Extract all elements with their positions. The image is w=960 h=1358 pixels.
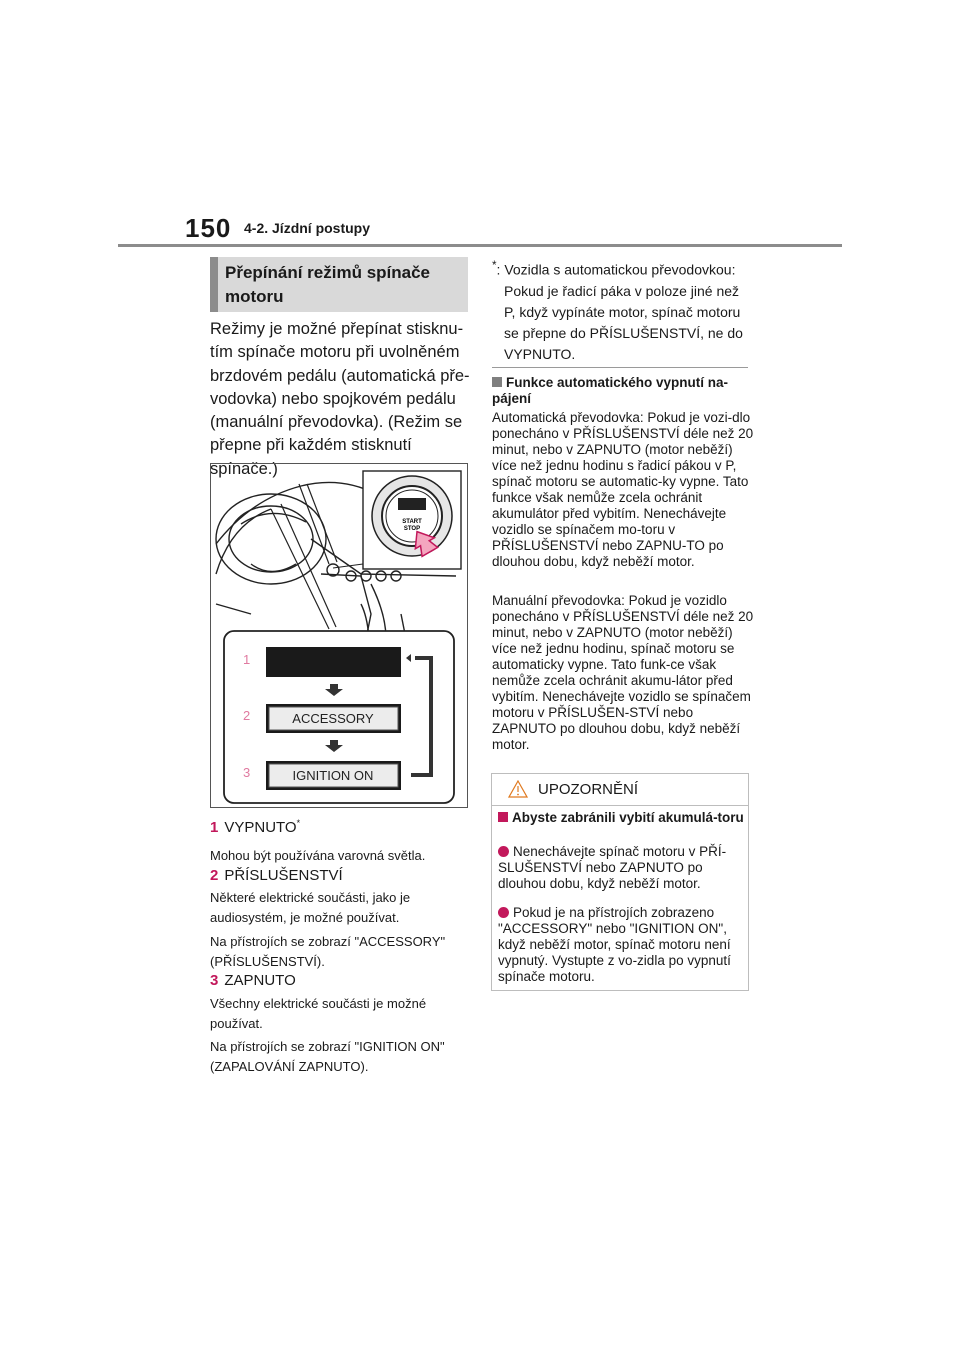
- warning-box: [491, 773, 749, 991]
- square-bullet-icon: [498, 812, 508, 822]
- auto-off-heading: Funkce automatického vypnutí na-pájení: [492, 375, 729, 406]
- dashboard-drawing: [211, 464, 467, 807]
- page-number: 150: [185, 213, 232, 243]
- item-3-title: ZAPNUTO: [224, 972, 296, 989]
- square-bullet-icon: [492, 377, 502, 387]
- item-1-heading: 1 VYPNUTO*: [210, 818, 301, 836]
- step-1-display: [266, 647, 401, 677]
- step-3-label: IGNITION ON: [292, 768, 374, 783]
- item-2-heading: 2 PŘÍSLUŠENSTVÍ: [210, 867, 343, 884]
- footnote-mark: *: [296, 818, 301, 828]
- step-3-number: 3: [243, 765, 251, 780]
- item-2-note-1: Některé elektrické součásti, jako je audiosystém, je možné používat.: [210, 890, 411, 925]
- auto-off-paragraph-2: Manuální převodovka: Pokud je vozidlo ponecháno v PŘÍSLUŠENSTVÍ déle než 20 minut, nebo v ZAPNUTO (motor neběží) více než jednu hodinu, spínač motoru se automaticky vypne. Tato funk-ce však nemůže zcela ochránit akumu-látor před vybitím. Nenechávejte vozidlo se spínačem motoru v PŘÍSLUŠEN-STVÍ nebo ZAPNUTO po dlouhou dobu, když neběží motor.: [492, 593, 754, 752]
- item-2-title: PŘÍSLUŠENSTVÍ: [224, 867, 343, 884]
- item-1-note: Mohou být používána varovná světla.: [210, 848, 426, 863]
- item-3-heading: 3 ZAPNUTO: [210, 972, 296, 989]
- warning-header: [492, 774, 748, 804]
- separator: [492, 367, 748, 368]
- step-2-number: 2: [243, 708, 251, 723]
- auto-off-paragraph-1: Automatická převodovka: Pokud je vozi-dlo ponecháno v PŘÍSLUŠENSTVÍ déle než 20 minut, nebo v ZAPNUTO (motor neběží) více než jednu hodinu s řadicí pákou v P, spínač motoru se automatic-ky vypne. Tato funkce však nemůže zcela ochránit akumulátor před vybitím. Nenechávejte vozidlo se spínačem mo-toru v PŘÍSLUŠENSTVÍ nebo ZAPNU-TO po dlouhou dobu, když neběží motor.: [492, 410, 754, 569]
- section-intro: Režimy je možné přepínat stisknu-tím spínače motoru při uvolněném brzdovém pedálu (automatická pře-vodovka) nebo spojkovém pedálu (manuální převodovka). (Režim se přepne při každém stisknutí spínače.): [210, 320, 470, 478]
- button-label-start: START: [402, 519, 422, 525]
- warning-subtitle: Abyste zabránili vybití akumulá-toru: [498, 810, 744, 826]
- step-2-label: ACCESSORY: [292, 711, 374, 726]
- item-3-note-1: Všechny elektrické součásti je možné používat.: [210, 996, 427, 1031]
- step-1-number: 1: [243, 652, 251, 667]
- chapter-title: 4-2. Jízdní postupy: [244, 220, 371, 236]
- warning-bullet-1: Nenechávejte spínač motoru v PŘÍ-SLUŠENSTVÍ nebo ZAPNUTO po dlouhou dobu, když neběží motor.: [498, 844, 727, 891]
- header-rule: [118, 244, 842, 247]
- item-2-note-2: Na přístrojích se zobrazí "ACCESSORY" (PŘÍSLUŠENSTVÍ).: [210, 934, 446, 969]
- item-3-note-2: Na přístrojích se zobrazí "IGNITION ON" (ZAPALOVÁNÍ ZAPNUTO).: [210, 1039, 445, 1074]
- round-bullet-icon: [498, 846, 509, 857]
- round-bullet-icon: [498, 907, 509, 918]
- warning-title: UPOZORNĚNÍ: [538, 781, 639, 798]
- warning-rule: [492, 805, 748, 806]
- warning-triangle-icon: [508, 780, 528, 798]
- footnote: *: Vozidla s automatickou převodovkou: Pokud je řadicí páka v poloze jiné než P, když vypínáte motor, spínač motoru se přepne do PŘÍSLUŠENSTVÍ, ne do VYPNUTO.: [492, 255, 754, 365]
- button-label-stop: STOP: [403, 526, 421, 532]
- heading-bar: [210, 257, 218, 312]
- section-title: Přepínání režimů spínače motoru: [225, 263, 431, 306]
- section-heading: [210, 257, 468, 312]
- footnote-text: Pokud je řadicí páka v poloze jiné než P, když vypínáte motor, spínač motoru se přepne do PŘÍSLUŠENSTVÍ, ne do VYPNUTO.: [504, 282, 743, 362]
- item-1-title: VYPNUTO: [224, 819, 297, 836]
- switch-illustration: [210, 463, 468, 808]
- footnote-lead: : Vozidla s automatickou převodovkou:: [496, 261, 736, 278]
- warning-bullet-2: Pokud je na přístrojích zobrazeno "ACCESSORY" nebo "IGNITION ON", když neběží motor, spínač motoru není vypnutý. Vystupte z vo-zidla po vypnutí spínače motoru.: [498, 905, 731, 984]
